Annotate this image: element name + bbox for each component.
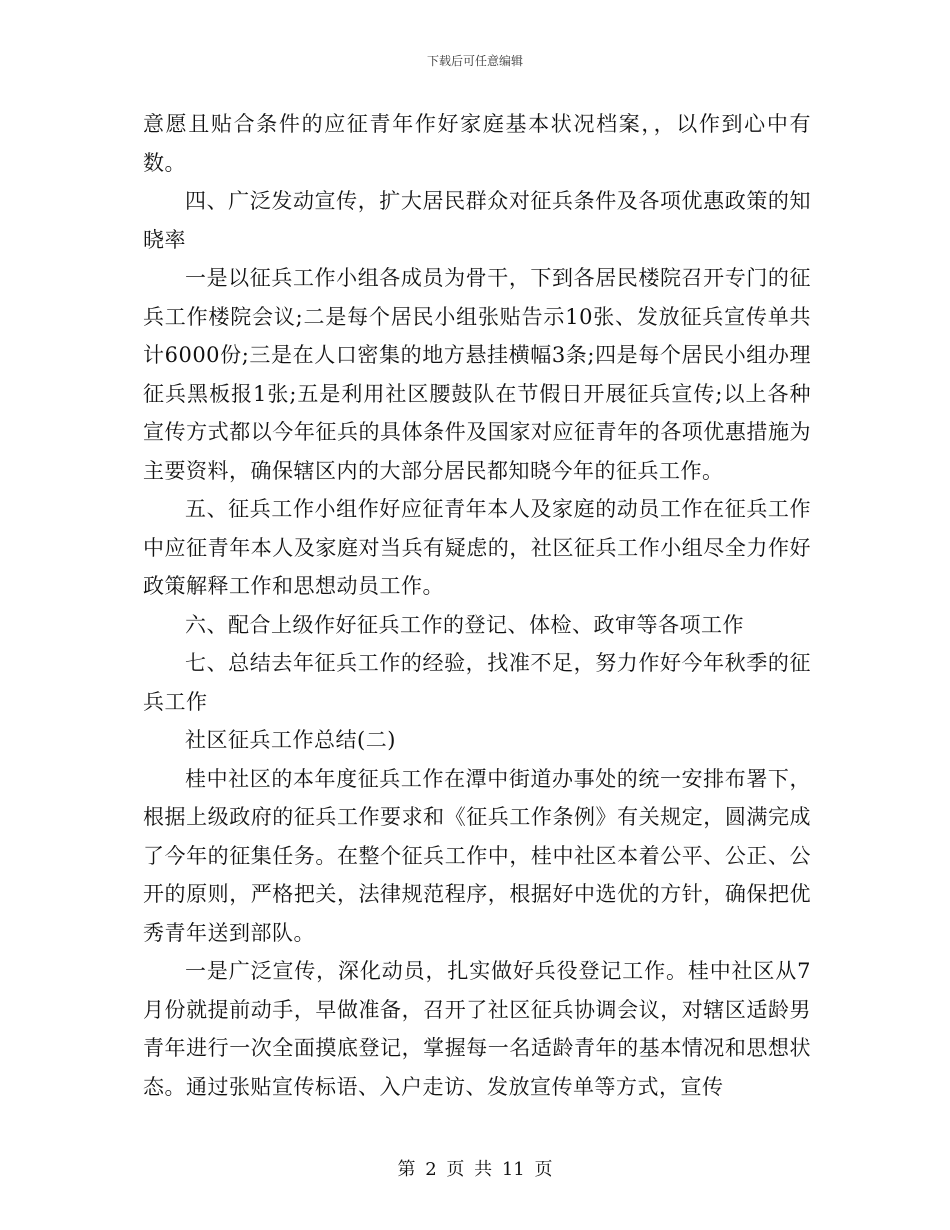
section-title: 社区征兵工作总结(二): [185, 728, 396, 752]
paragraph: 一是以征兵工作小组各成员为骨干，下到各居民楼院召开专门的征兵工作楼院会议;二是每个居民小组张贴告示10张、发放征兵宣传单共计6000份;三是在人口密集的地方悬挂横幅3条;四是每个居民小组办理征兵黑板报1张;五是利用社区腰鼓队在节假日开展征兵宣传;以上各种宣传方式都以今年征兵的具体条件及国家对应征青年的各项优惠措施为主要资料，确保辖区内的大部分居民都知晓今年的征兵工作。: [143, 266, 811, 483]
page-header: 下载后可任意编辑: [426, 54, 523, 68]
paragraph: 意愿且贴合条件的应征青年作好家庭基本状况档案，，以作到心中有数。: [143, 112, 811, 175]
paragraph: 四、广泛发动宣传，扩大居民群众对征兵条件及各项优惠政策的知晓率: [143, 189, 811, 252]
page-footer: 第 2 页 共 11 页: [397, 1159, 553, 1180]
paragraph: 桂中社区的本年度征兵工作在潭中街道办事处的统一安排布署下，根据上级政府的征兵工作要求和《征兵工作条例》有关规定，圆满完成了今年的征集任务。在整个征兵工作中，桂中社区本着公平、公正、公开的原则，严格把关，法律规范程序，根据好中选优的方针，确保把优秀青年送到部队。: [143, 766, 811, 945]
paragraph: 七、总结去年征兵工作的经验，找准不足，努力作好今年秋季的征兵工作: [143, 651, 811, 714]
paragraph: 六、配合上级作好征兵工作的登记、体检、政审等各项工作: [185, 612, 744, 637]
document-body: [143, 105, 811, 1106]
paragraph: 五、征兵工作小组作好应征青年本人及家庭的动员工作在征兵工作中应征青年本人及家庭对当兵有疑虑的，社区征兵工作小组尽全力作好政策解释工作和思想动员工作。: [143, 497, 811, 598]
paragraph: 一是广泛宣传，深化动员，扎实做好兵役登记工作。桂中社区从7月份就提前动手，早做准备，召开了社区征兵协调会议，对辖区适龄男青年进行一次全面摸底登记，掌握每一名适龄青年的基本情况和思想状态。通过张贴宣传标语、入户走访、发放宣传单等方式，宣传: [143, 959, 811, 1099]
